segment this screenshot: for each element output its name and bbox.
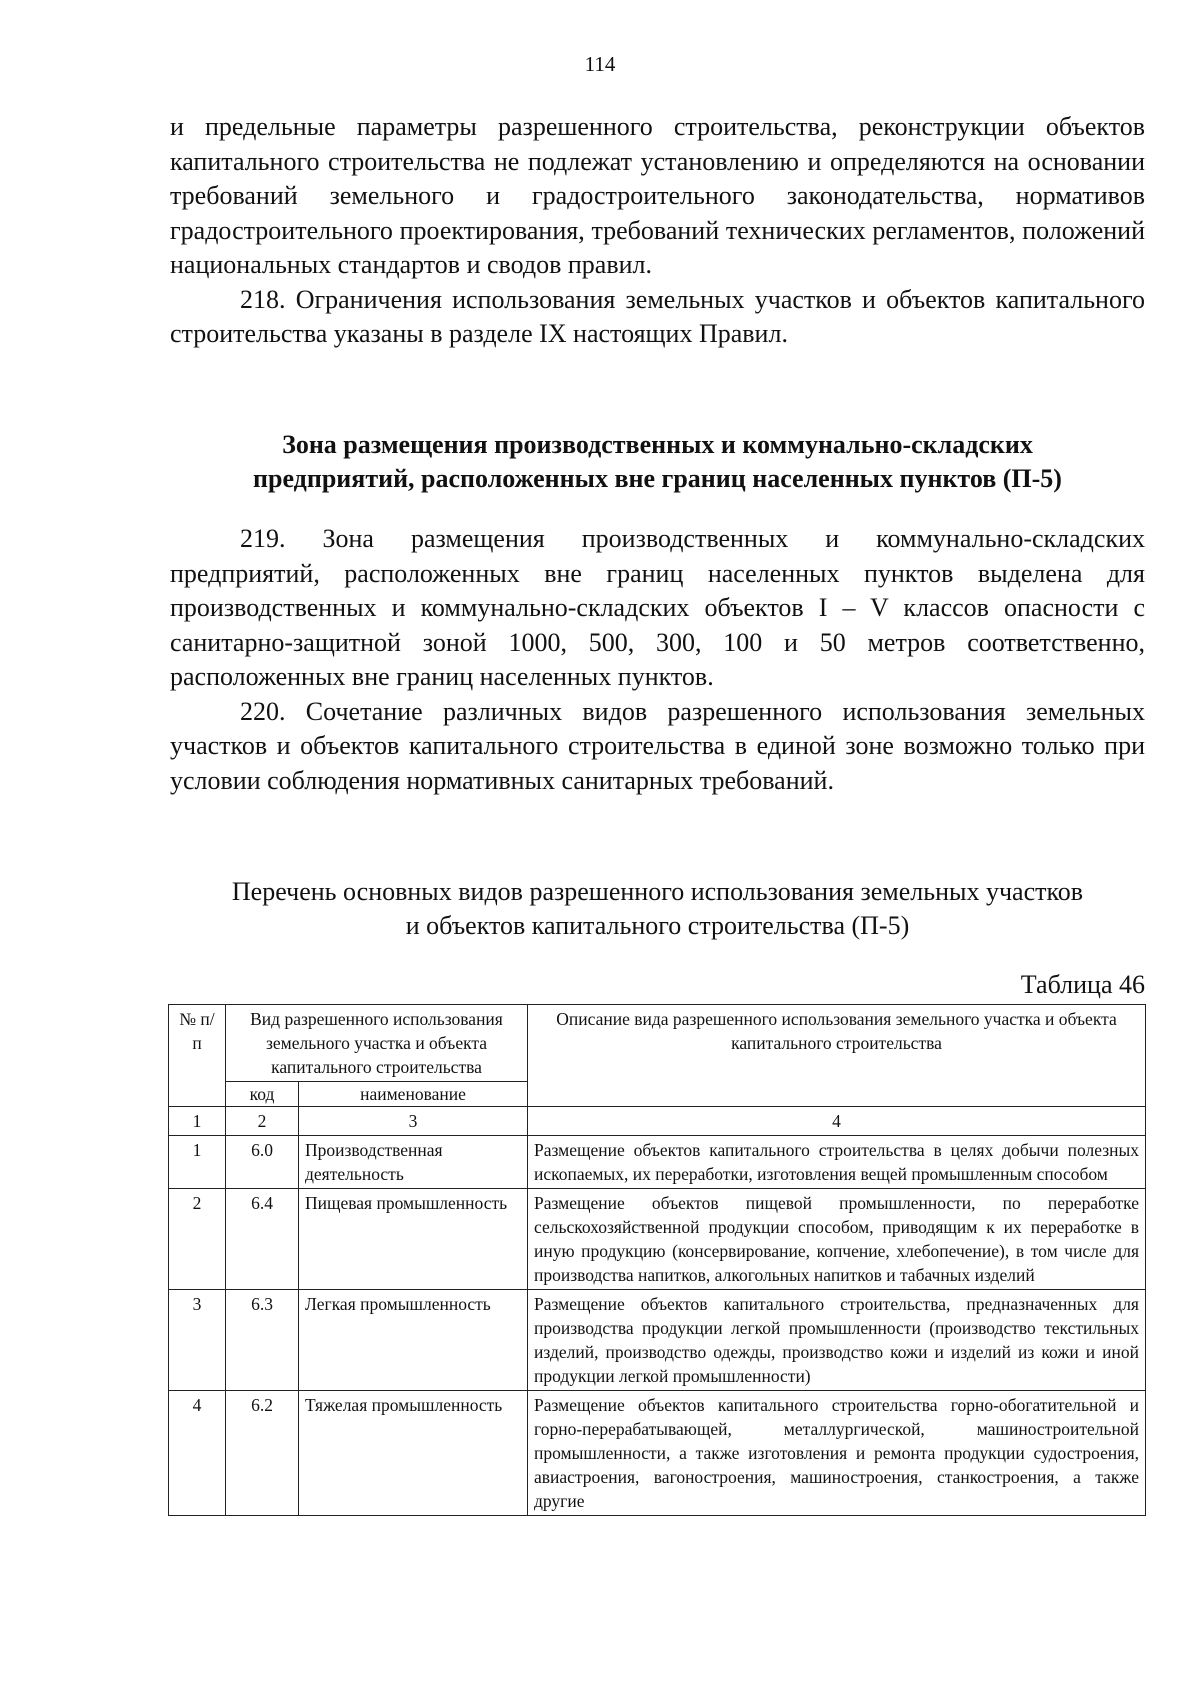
table-label: Таблица 46 [1020,970,1145,999]
zone-text-block [170,522,1145,798]
header-row [169,1005,1146,1082]
table-row [169,1136,1146,1189]
col-number: 1 [169,1107,226,1136]
paragraph-219: 219. Зона размещения производственных и коммунально-складских предприятий, расположенных вне границ населенных пунктов выделена для производственных и коммунально-складских объектов I – V классов опасности с санитарно-защитной зоной 1000, 500, 300, 100 и 50 метров соответственно, расположенных вне границ населенных пунктов. [170,524,1145,691]
row-code: 6.4 [226,1189,299,1290]
table-row [169,1189,1146,1290]
header-desc: Описание вида разрешенного использования земельного участка и объекта капитального строительства [528,1005,1146,1107]
row-desc: Размещение объектов капитального строительства в целях добычи полезных ископаемых, их переработки, изготовления вещей промышленным способом [528,1136,1146,1189]
row-no: 2 [169,1189,226,1290]
row-name: Пищевая промышленность [299,1189,528,1290]
zone-heading [170,428,1145,496]
header-type: Вид разрешенного использования земельного участка и объекта капитального строительства [226,1005,528,1082]
paragraph-218: 218. Ограничения использования земельных участков и объектов капитального строительства указаны в разделе IX настоящих Правил. [170,284,1145,348]
intro-text-block [170,110,1145,352]
row-desc: Размещение объектов капитального строительства горно-обогатительной и горно-перерабатывающей, металлургической, машиностроительной промышленности, а также изготовления и ремонта продукции судостроения, авиастроения, вагоностроения, машиностроения, станкостроения, а также другие [528,1391,1146,1516]
row-desc: Размещение объектов пищевой промышленности, по переработке сельскохозяйственной продукции способом, приводящим к их переработке в иную продукцию (консервирование, копчение, хлебопечение), в том числе для производства напитков, алкогольных напитков и табачных изделий [528,1189,1146,1290]
page-number: 114 [584,52,616,76]
zone-heading-line-1: Зона размещения производственных и коммунально-складских [282,430,1033,459]
header-no: № п/п [169,1005,226,1107]
row-code: 6.2 [226,1391,299,1516]
zone-heading-line-2: предприятий, расположенных вне границ населенных пунктов (П-5) [253,464,1062,493]
list-title-line-2: и объектов капитального строительства (П-5) [405,911,910,940]
row-no: 4 [169,1391,226,1516]
table-row [169,1391,1146,1516]
table-row [169,1290,1146,1391]
row-name: Легкая промышленность [299,1290,528,1391]
list-title-line-1: Перечень основных видов разрешенного использования земельных участков [231,877,1084,906]
paragraph-220: 220. Сочетание различных видов разрешенного использования земельных участков и объектов капитального строительства в единой зоне возможно только при условии соблюдения нормативных санитарных требований. [170,696,1145,795]
row-code: 6.3 [226,1290,299,1391]
row-name: Тяжелая промышленность [299,1391,528,1516]
header-code: код [226,1082,299,1107]
row-name: Производственная деятельность [299,1136,528,1189]
row-code: 6.0 [226,1136,299,1189]
col-number: 2 [226,1107,299,1136]
paragraph-continuation: и предельные параметры разрешенного строительства, реконструкции объектов капитального строительства не подлежат установлению и определяются на основании требований земельного и градостроительного законодательства, нормативов градостроительного проектирования, требований технических регламентов, положений национальных стандартов и сводов правил. [170,112,1145,279]
permitted-use-table [168,1004,1146,1516]
column-number-row [169,1107,1146,1136]
col-number: 4 [528,1107,1146,1136]
row-no: 1 [169,1136,226,1189]
row-no: 3 [169,1290,226,1391]
row-desc: Размещение объектов капитального строительства, предназначенных для производства продукции легкой промышленности (производство текстильных изделий, производство одежды, производство кожи и изделий из кожи и иной продукции легкой промышленности) [528,1290,1146,1391]
header-name: наименование [299,1082,528,1107]
col-number: 3 [299,1107,528,1136]
list-title [170,875,1145,943]
